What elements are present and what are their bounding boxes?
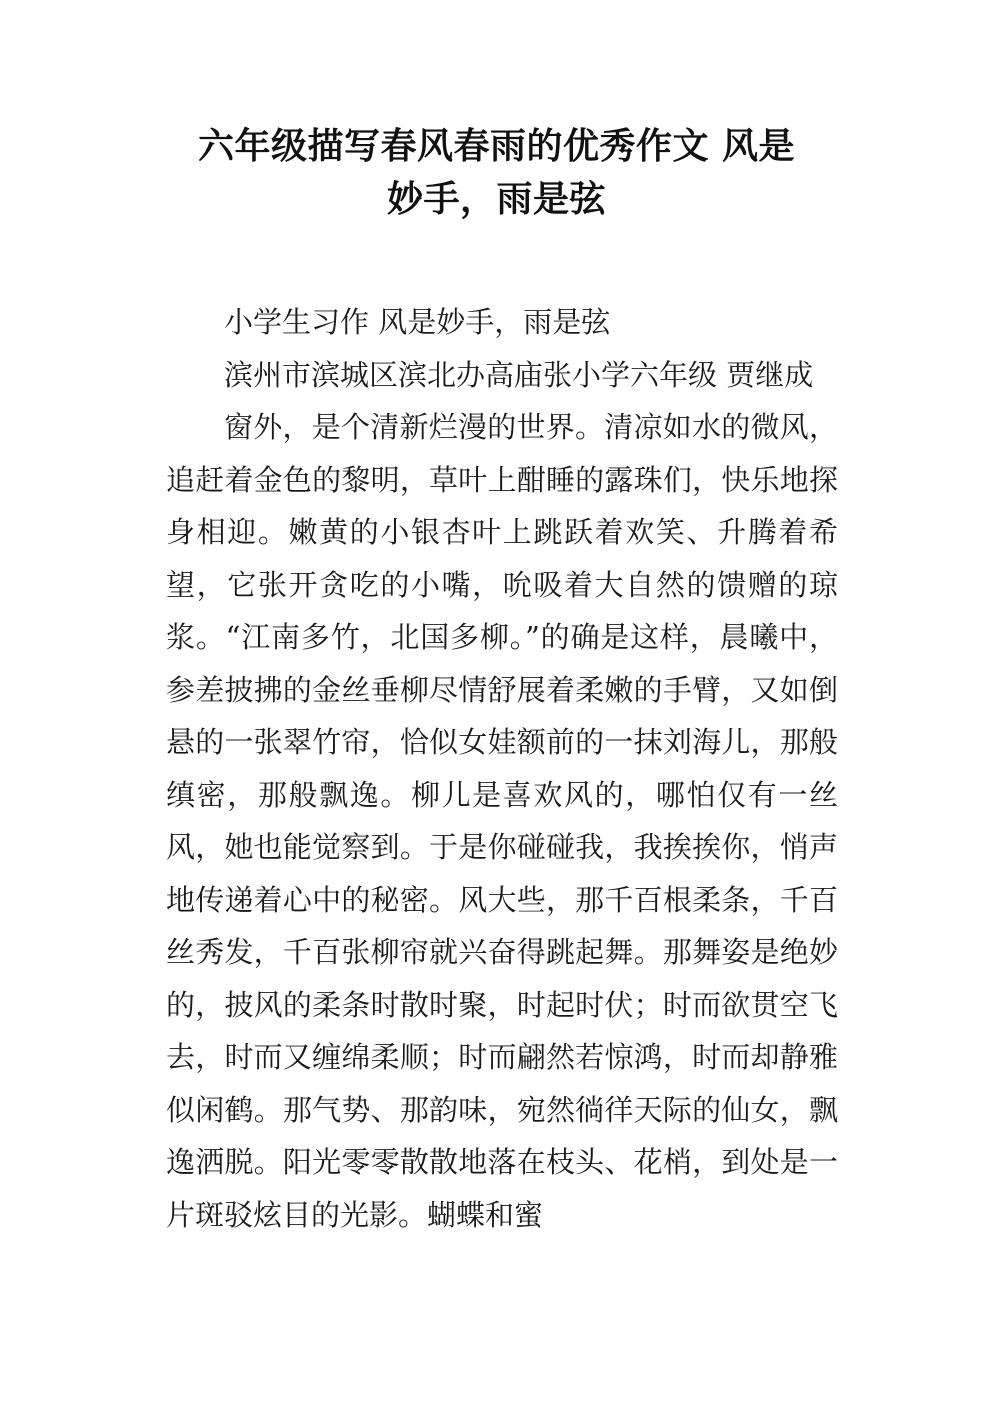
subtitle: 小学生习作 风是妙手，雨是弦 bbox=[224, 305, 611, 339]
page-title bbox=[140, 120, 853, 226]
title-line-2: 妙手，雨是弦 bbox=[386, 179, 606, 220]
paragraph: 窗外，是个清新烂漫的世界。清凉如水的微风，追赶着金色的黎明，草叶上酣睡的露珠们，快乐地探身相迎。嫩黄的小银杏叶上跳跃着欢笑、升腾着希望，它张开贪吃的小嘴，吮吸着大自然的馈赠的琼浆。“江南多竹，北国多柳。”的确是这样，晨曦中，参差披拂的金丝垂柳尽情舒展着柔嫩的手臂，又如倒悬的一张翠竹帘，恰似女娃额前的一抹刘海儿，那般缜密，那般飘逸。柳儿是喜欢风的，哪怕仅有一丝风，她也能觉察到。于是你碰碰我，我挨挨你，悄声地传递着心中的秘密。风大些，那千百根柔条，千百丝秀发，千百张柳帘就兴奋得跳起舞。那舞姿是绝妙的，披风的柔条时散时聚，时起时伏；时而欲贯空飞去，时而又缠绵柔顺；时而翩然若惊鸿，时而却静雅似闲鹤。那气势、那韵味，宛然徜徉天际的仙女，飘逸洒脱。阳光零零散散地落在枝头、花梢，到处是一片斑驳炫目的光影。蝴蝶和蜜 bbox=[166, 410, 838, 1232]
title-line-1: 六年级描写春风春雨的优秀作文 风是 bbox=[197, 126, 796, 167]
author-line: 滨州市滨城区滨北办高庙张小学六年级 贾继成 bbox=[224, 357, 814, 392]
article-body bbox=[166, 296, 838, 1241]
